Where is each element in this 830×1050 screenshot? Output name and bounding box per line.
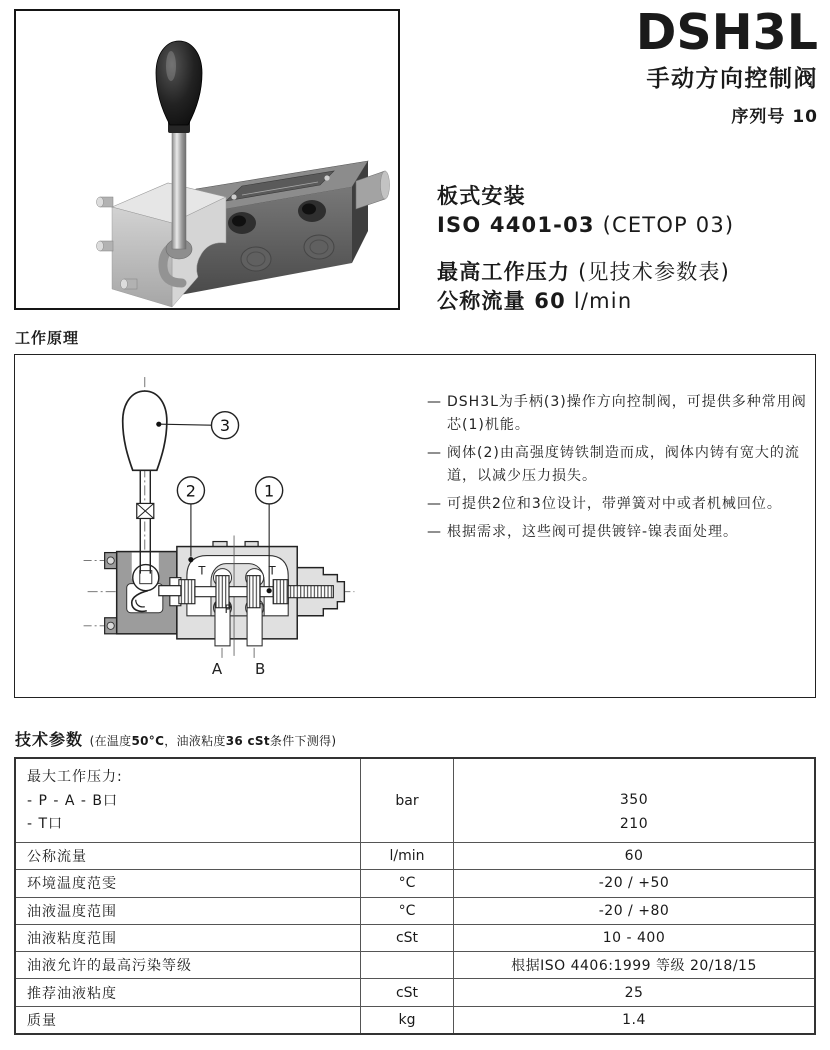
bullet-text: 根据需求，这些阀可提供镀锌-镍表面处理。 (447, 524, 739, 540)
unit-cell: cSt (361, 925, 454, 951)
unit-cell: °C (361, 870, 454, 896)
bullet-item (427, 442, 809, 488)
param-cell: 油液允许的最高污染等级 (16, 952, 361, 978)
product-photo-frame (14, 9, 400, 310)
table-row (16, 951, 814, 978)
unit-cell: kg (361, 1007, 454, 1033)
port-t-right-label: T (268, 563, 276, 578)
unit-cell: bar (361, 759, 454, 842)
overview-specs (437, 182, 734, 316)
table-row (16, 924, 814, 951)
param-cell: 最大工作压力: - P - A - B口 - T口 (16, 759, 361, 842)
max-pressure-line: 最高工作压力 (见技术参数表) (437, 260, 731, 284)
bullet-text: DSH3L为手柄(3)操作方向控制阀，可提供多种常用阀芯(1)机能。 (447, 394, 807, 433)
port-ab-labels (212, 648, 265, 678)
callout-2-label: 2 (185, 481, 197, 501)
value-cell: -20 / +80 (598, 902, 670, 919)
bullet-text: 阀体(2)由高强度铸铁制造而成，阀体内铸有宽大的流道，以减少压力损失。 (447, 445, 800, 484)
value-cell: -20 / +50 (598, 875, 670, 892)
value-cell: 350 210 (619, 792, 649, 832)
end-cap (288, 568, 344, 616)
bullet-dash: — (427, 496, 442, 512)
param-cell: 环境温度范雯 (16, 870, 361, 896)
photo-screw (231, 194, 236, 199)
unit-cell: cSt (361, 979, 454, 1005)
unit-cell: l/min (361, 843, 454, 869)
table-row (16, 1006, 814, 1033)
bullet-dash: — (427, 524, 442, 540)
table-row (16, 978, 814, 1005)
bullet-item (427, 521, 809, 544)
photo-knob (156, 41, 202, 125)
diagram-knob (123, 391, 167, 470)
mounting-type: 板式安装 (437, 184, 526, 208)
nominal-flow-line: 公称流量 60 l/min (437, 289, 633, 313)
port-t-left-label: T (198, 563, 206, 578)
bullet-text: 可提供2位和3位设计，带弹簧对中或者机械回位。 (447, 496, 782, 512)
param-cell: 质量 (16, 1007, 361, 1033)
working-principle-diagram (19, 363, 421, 694)
value-cell: 10 - 400 (602, 929, 666, 946)
page-title: DSH3L (635, 4, 818, 61)
working-principle-title: 工作原理 (15, 329, 80, 347)
header (635, 4, 818, 127)
value-cell: 1.4 (622, 1011, 646, 1028)
callout-3-label: 3 (219, 416, 231, 436)
tech-data-title (15, 727, 336, 750)
bullet-item (427, 391, 809, 437)
port-p-label: P (224, 601, 232, 616)
param-cell: 油液温度范围 (16, 898, 361, 924)
mounting-standard: ISO 4401-03 (CETOP 03) (437, 213, 735, 237)
table-row (16, 869, 814, 896)
bullet-dash: — (427, 445, 442, 461)
valve-product-photo (16, 11, 398, 308)
value-cell: 60 (624, 848, 644, 865)
param-cell: 推荐油液粘度 (16, 979, 361, 1005)
callout-1-label: 1 (264, 481, 275, 501)
param-cell: 公称流量 (16, 843, 361, 869)
tech-data-note: (在温度50°C，油液粘度36 cSt条件下测得) (89, 734, 337, 748)
table-row (16, 842, 814, 869)
unit-cell: °C (361, 898, 454, 924)
table-row (16, 897, 814, 924)
port-a-label: A (211, 659, 223, 678)
bullet-dash: — (427, 394, 442, 410)
table-row (16, 759, 814, 842)
working-principle-box (14, 354, 816, 698)
param-cell: 油液粘度范围 (16, 925, 361, 951)
value-cell: 25 (624, 984, 644, 1001)
tech-data-title-text: 技术参数 (15, 730, 84, 749)
series-label: 序列号 10 (731, 106, 818, 127)
port-b-label: B (254, 659, 266, 678)
photo-screw (324, 175, 329, 180)
working-principle-bullets (427, 391, 809, 549)
tech-data-table (14, 757, 816, 1035)
value-cell: 根据ISO 4406:1999 等级 20/18/15 (511, 958, 757, 975)
bullet-item (427, 493, 809, 516)
unit-cell (361, 952, 454, 978)
page-subtitle: 手动方向控制阀 (646, 65, 818, 92)
